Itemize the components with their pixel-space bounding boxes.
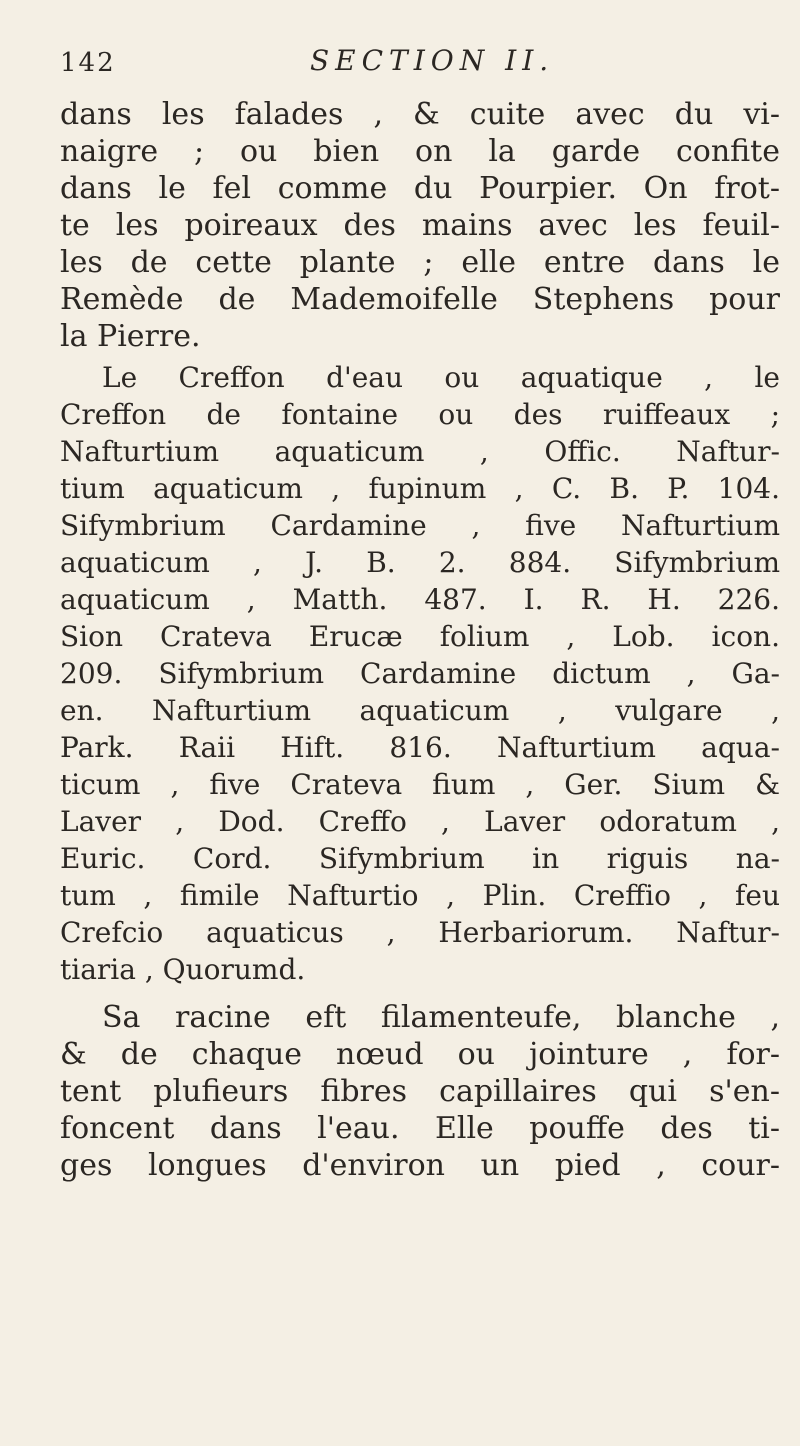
text-line: Nafturtium aquaticum , Offic. Naftur- [60,435,780,468]
text-line: en. Nafturtium aquaticum , vulgare , [60,694,780,727]
text-line: Remède de Mademoifelle Stephens pour [60,282,780,317]
text-line: tium aquaticum , fupinum , C. B. P. 104. [60,472,780,505]
text-line: tiaria , Quorumd. [60,953,306,986]
text-line: aquaticum , Matth. 487. I. R. H. 226. [60,583,780,616]
paragraph-1 [60,96,780,355]
text-line: tent plufieurs fibres capillaires qui s'en- [60,1074,780,1109]
text-line: Sifymbrium Cardamine , five Nafturtium [60,509,780,542]
text-line: ges longues d'environ un pied , cour- [60,1148,780,1183]
running-head: SECTION II. [310,44,555,77]
text-line: aquaticum , J. B. 2. 884. Sifymbrium [60,546,780,579]
text-line: Creffon de fontaine ou des ruiffeaux ; [60,398,780,431]
paragraph-3 [60,999,780,1184]
text-line: dans les falades , & cuite avec du vi- [60,97,780,132]
text-line: Laver , Dod. Creffo , Laver odoratum , [60,805,780,838]
text-line: Sion Crateva Erucæ folium , Lob. icon. [60,620,780,653]
text-line: Park. Raii Hift. 816. Nafturtium aqua- [60,731,780,764]
page-number: 142 [60,48,116,78]
text-line: dans le fel comme du Pourpier. On frot- [60,171,780,206]
paragraph-2 [60,359,780,988]
text-line: Sa racine eft filamenteufe, blanche , [102,1000,780,1035]
text-line: ticum , five Crateva fium , Ger. Sium & [60,768,780,801]
text-line: foncent dans l'eau. Elle pouffe des ti- [60,1111,780,1146]
text-line: 209. Sifymbrium Cardamine dictum , Ga- [60,657,780,690]
text-line: Le Creffon d'eau ou aquatique , le [102,361,780,394]
page-header [60,44,780,84]
text-line: & de chaque nœud ou jointure , for- [60,1037,780,1072]
text-line: les de cette plante ; elle entre dans le [60,245,780,280]
text-line: Crefcio aquaticus , Herbariorum. Naftur- [60,916,780,949]
text-line: la Pierre. [60,319,201,354]
text-line: Euric. Cord. Sifymbrium in riguis na- [60,842,780,875]
text-line: naigre ; ou bien on la garde confite [60,134,780,169]
text-line: te les poireaux des mains avec les feuil- [60,208,780,243]
text-line: tum , fimile Nafturtio , Plin. Creffio , feu [60,879,780,912]
